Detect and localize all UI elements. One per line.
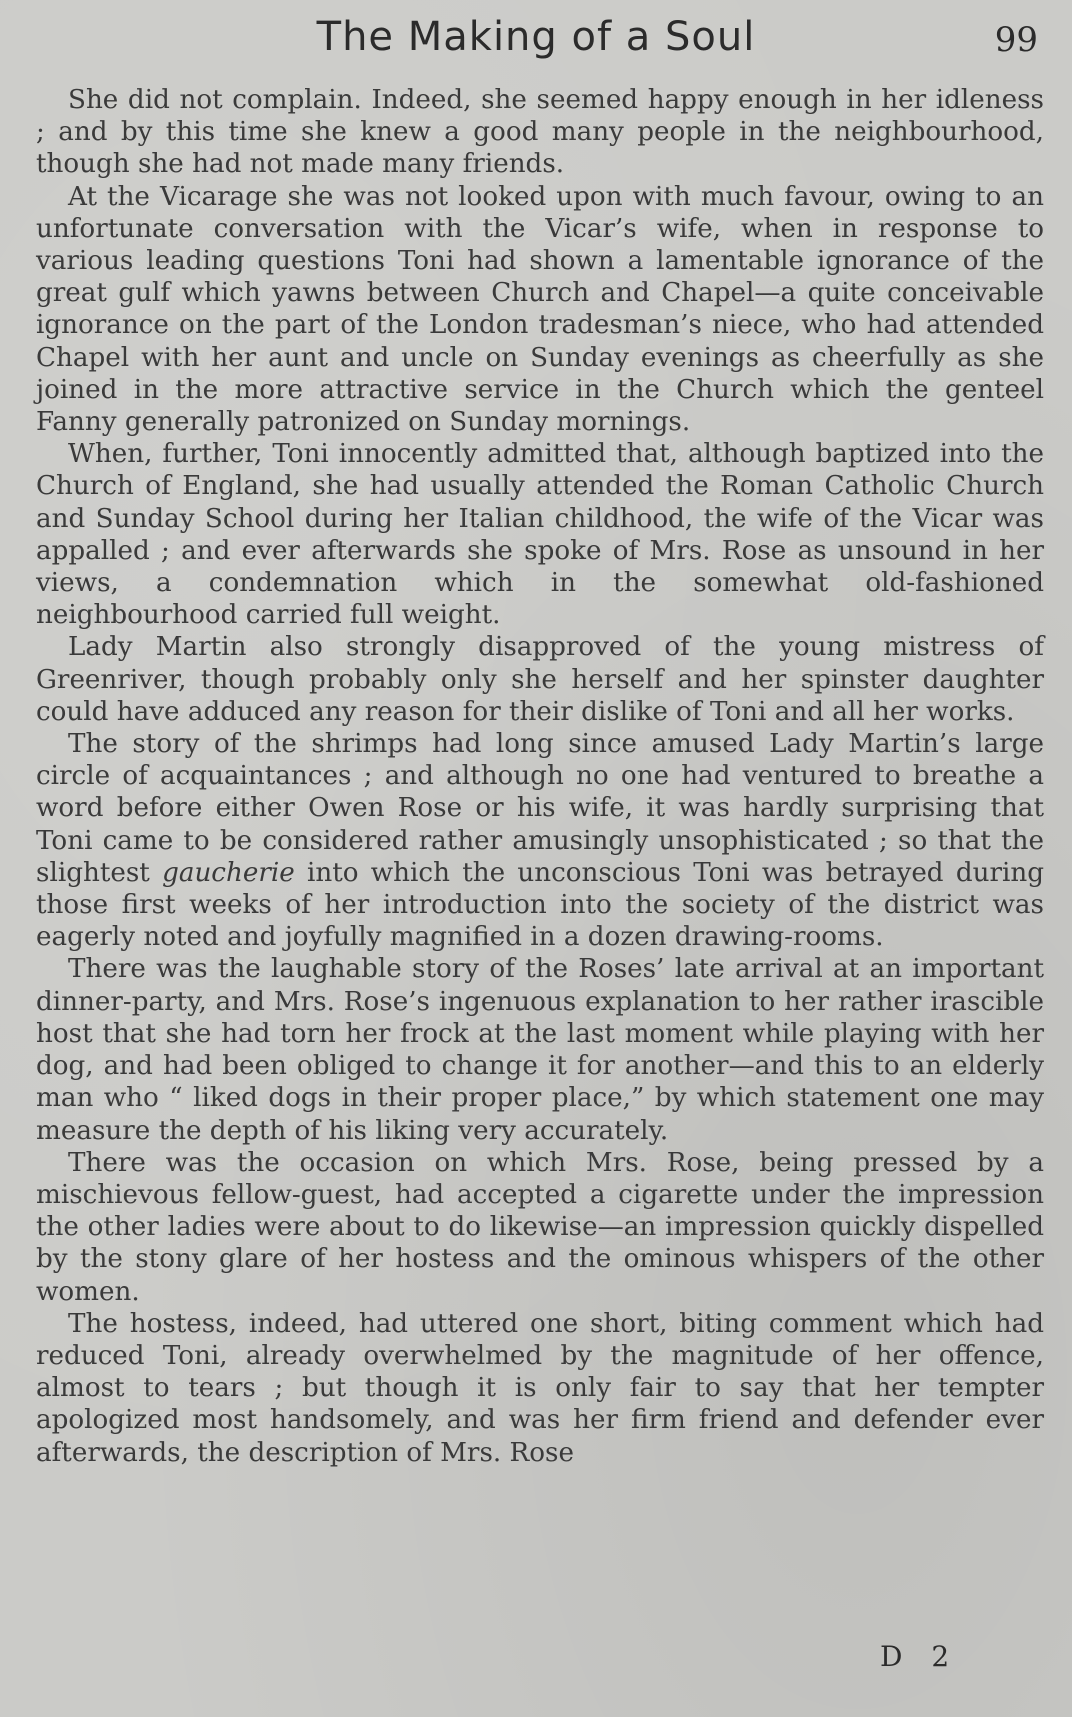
paragraph-5 [36, 728, 1044, 953]
paragraph-5-after: into which the unconscious Toni was betrayed during those first weeks of her introduction into the society of the district was eagerly noted and joyfully magnified in a dozen drawing-rooms. [36, 857, 1044, 953]
paragraph-5-italic: gaucherie [162, 857, 295, 888]
paragraph-1: She did not complain. Indeed, she seemed happy enough in her idleness ; and by this time she knew a good many people in the neighbourhood, though she had not made many friends. [36, 85, 1044, 180]
paragraph-4: Lady Martin also strongly disapproved of the young mistress of Greenriver, though probably only she herself and her spinster daughter could have adduced any reason for their dislike of Toni and all her works. [36, 632, 1044, 727]
paragraph-3: When, further, Toni innocently admitted that, although baptized into the Church of England, she had usually attended the Roman Catholic Church and Sunday School during her Italian childhood, the wife of the Vicar was appalled ; and ever afterwards she spoke of Mrs. Rose as unsound in her views, a condemnation which in the somewhat old-fashioned neighbourhood carried full weight. [36, 439, 1044, 631]
paragraph-8: The hostess, indeed, had uttered one short, biting comment which had reduced Toni, already overwhelmed by the magnitude of her offence, almost to tears ; but though it is only fair to say that her tempter apologized most handsomely, and was her firm friend and defender ever afterwards, the description of Mrs. Rose [36, 1308, 1044, 1468]
running-title: The Making of a Soul [316, 14, 756, 60]
body-text [36, 84, 1044, 1469]
paragraph-5-before: The story of the shrimps had long since amused Lady Martin’s large circle of acquaintances ; and although no one had ventured to breathe a word before either Owen Rose or his wife, it was hardly surprising that Toni came to be considered rather amusingly unsophisticated ; so that the slightest [36, 729, 1044, 888]
paragraph-7: There was the occasion on which Mrs. Rose, being pressed by a mischievous fellow-guest, had accepted a cigarette under the impression the other ladies were about to do likewise—an impression quickly dispelled by the stony glare of her hostess and the ominous whispers of the other women. [36, 1147, 1044, 1307]
paragraph-6: There was the laughable story of the Roses’ late arrival at an important dinner-party, and Mrs. Rose’s ingenuous explanation to her rather irascible host that she had torn her frock at the last moment while playing with her dog, and had been obliged to change it for another—and this to an elderly man who “ liked dogs in their proper place,” by which statement one may measure the depth of his liking very accurately. [36, 954, 1044, 1146]
signature-mark: D 2 [880, 1640, 960, 1673]
paragraph-2: At the Vicarage she was not looked upon with much favour, owing to an unfortunate conversation with the Vicar’s wife, when in response to various leading questions Toni had shown a lamentable ignorance of the great gulf which yawns between Church and Chapel—a quite conceivable ignorance on the part of the London tradesman’s niece, who had attended Chapel with her aunt and uncle on Sunday evenings as cheerfully as she joined in the more attractive service in the Church which the genteel Fanny generally patronized on Sunday mornings. [36, 181, 1044, 438]
page-number: 99 [994, 20, 1038, 60]
page-header [36, 14, 1036, 74]
